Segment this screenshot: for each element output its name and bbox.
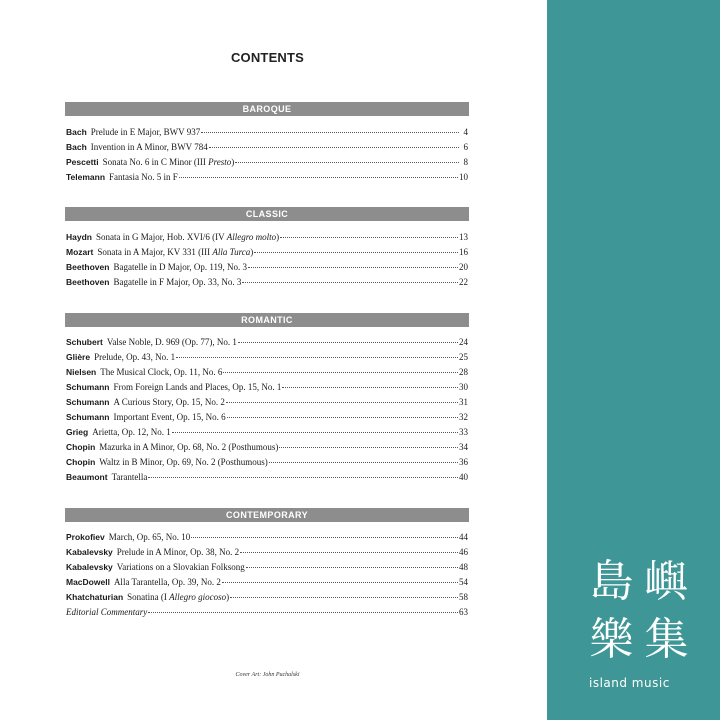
page-number: 10: [459, 172, 468, 182]
cover-credit: Cover Art: John Puchalski: [235, 672, 300, 678]
work-title: Sonata in G Major, Hob. XVI/6 (IV Allegro molto): [95, 232, 280, 242]
dot-leader: [148, 612, 458, 613]
composer-name: Nielsen: [66, 367, 97, 377]
brand-subtitle: island music: [589, 676, 670, 690]
dot-leader: [227, 417, 458, 418]
dot-leader: [238, 342, 458, 343]
page-number: 63: [459, 607, 468, 617]
work-title: Editorial Commentary: [66, 607, 148, 617]
toc-entry: [66, 127, 468, 140]
brand-char: 嶼: [644, 556, 689, 607]
toc-entry: [66, 532, 468, 545]
dot-leader: [172, 432, 458, 433]
composer-name: Grieg: [66, 427, 89, 437]
composer-name: Kabalevsky: [66, 547, 113, 557]
work-title: Variations on a Slovakian Folksong: [116, 562, 245, 572]
dot-leader: [209, 147, 459, 148]
dot-leader: [223, 372, 458, 373]
dot-leader: [179, 177, 458, 178]
page-number: 30: [459, 382, 468, 392]
page-number: 31: [459, 397, 468, 407]
work-title: Bagatelle in D Major, Op. 119, No. 3: [113, 262, 248, 272]
page-number: 25: [459, 352, 468, 362]
dot-leader: [254, 252, 458, 253]
section-header-classic: CLASSIC: [65, 207, 469, 221]
work-title: From Foreign Lands and Places, Op. 15, No. 1: [113, 382, 282, 392]
composer-name: Beaumont: [66, 472, 108, 482]
work-title: March, Op. 65, No. 10: [108, 532, 191, 542]
dot-leader: [226, 402, 458, 403]
section-header-romantic: ROMANTIC: [65, 313, 469, 327]
page-title: CONTENTS: [230, 50, 305, 65]
brand-char: 樂: [589, 614, 634, 665]
work-title: Alla Tarantella, Op. 39, No. 2: [113, 577, 221, 587]
dot-leader: [191, 537, 458, 538]
toc-entry: [66, 562, 468, 575]
toc-entry: [66, 277, 468, 290]
page-number: 44: [459, 532, 468, 542]
toc-entry: [66, 157, 468, 170]
work-title: Waltz in B Minor, Op. 69, No. 2 (Posthumous): [99, 457, 268, 467]
dot-leader: [176, 357, 458, 358]
dot-leader: [230, 597, 458, 598]
page-number: 13: [459, 232, 468, 242]
work-title: Fantasia No. 5 in F: [109, 172, 178, 182]
work-title: A Curious Story, Op. 15, No. 2: [113, 397, 225, 407]
work-title: Mazurka in A Minor, Op. 68, No. 2 (Posthumous): [99, 442, 279, 452]
dot-leader: [148, 477, 458, 478]
dot-leader: [279, 447, 458, 448]
toc-entry: [66, 397, 468, 410]
work-title: Valse Noble, D. 969 (Op. 77), No. 1: [106, 337, 237, 347]
page-number: 4: [463, 127, 468, 137]
brand-char: 島: [589, 556, 634, 607]
composer-name: Khatchaturian: [66, 592, 124, 602]
work-title: Arietta, Op. 12, No. 1: [92, 427, 171, 437]
composer-name: MacDowell: [66, 577, 110, 587]
page-number: 6: [463, 142, 468, 152]
work-title: Prelude in A Minor, Op. 38, No. 2: [116, 547, 240, 557]
page-number: 40: [459, 472, 468, 482]
toc-entry: [66, 367, 468, 380]
page-number: 46: [459, 547, 468, 557]
page-number: 54: [459, 577, 468, 587]
composer-name: Glière: [66, 352, 91, 362]
work-title: Tarantella: [111, 472, 148, 482]
toc-entry-editorial: [66, 607, 468, 620]
work-title: Invention in A Minor, BWV 784: [90, 142, 208, 152]
page-number: 28: [459, 367, 468, 377]
composer-name: Schumann: [66, 382, 110, 392]
toc-entry: [66, 337, 468, 350]
dot-leader: [240, 552, 458, 553]
page-number: 48: [459, 562, 468, 572]
composer-name: Bach: [66, 127, 87, 137]
toc-entry: [66, 577, 468, 590]
composer-name: Beethoven: [66, 262, 110, 272]
page-number: 24: [459, 337, 468, 347]
toc-entry: [66, 472, 468, 485]
dot-leader: [222, 582, 458, 583]
work-title: The Musical Clock, Op. 11, No. 6: [100, 367, 223, 377]
toc-entry: [66, 457, 468, 470]
dot-leader: [201, 132, 459, 133]
work-title: Sonatina (I Allegro giocoso): [127, 592, 230, 602]
section-header-contemporary: CONTEMPORARY: [65, 508, 469, 522]
work-title: Bagatelle in F Major, Op. 33, No. 3: [113, 277, 242, 287]
composer-name: Kabalevsky: [66, 562, 113, 572]
dot-leader: [242, 282, 458, 283]
composer-name: Chopin: [66, 442, 96, 452]
page-number: 58: [459, 592, 468, 602]
toc-entry: [66, 382, 468, 395]
toc-entry: [66, 427, 468, 440]
toc-entry: [66, 262, 468, 275]
composer-name: Telemann: [66, 172, 106, 182]
composer-name: Haydn: [66, 232, 92, 242]
page-number: 33: [459, 427, 468, 437]
page-number: 20: [459, 262, 468, 272]
toc-entry: [66, 172, 468, 185]
dot-leader: [246, 567, 458, 568]
page-number: 16: [459, 247, 468, 257]
toc-entry: [66, 592, 468, 605]
toc-entry: [66, 352, 468, 365]
work-title: Prelude in E Major, BWV 937: [90, 127, 201, 137]
work-title: Important Event, Op. 15, No. 6: [113, 412, 226, 422]
composer-name: Chopin: [66, 457, 96, 467]
toc-entry: [66, 442, 468, 455]
toc-entry: [66, 547, 468, 560]
dot-leader: [235, 162, 459, 163]
work-title: Sonata in A Major, KV 331 (III Alla Turca): [97, 247, 254, 257]
toc-entry: [66, 142, 468, 155]
page-number: 32: [459, 412, 468, 422]
composer-name: Schumann: [66, 397, 110, 407]
brand-logo: [584, 556, 694, 666]
dot-leader: [282, 387, 458, 388]
composer-name: Bach: [66, 142, 87, 152]
composer-name: Pescetti: [66, 157, 99, 167]
page-number: 36: [459, 457, 468, 467]
page-number: 8: [463, 157, 468, 167]
work-title: Prelude, Op. 43, No. 1: [94, 352, 176, 362]
dot-leader: [248, 267, 458, 268]
composer-name: Schubert: [66, 337, 103, 347]
work-title: Sonata No. 6 in C Minor (III Presto): [102, 157, 235, 167]
toc-entry: [66, 412, 468, 425]
page-number: 22: [459, 277, 468, 287]
composer-name: Beethoven: [66, 277, 110, 287]
dot-leader: [269, 462, 458, 463]
composer-name: Schumann: [66, 412, 110, 422]
section-header-baroque: BAROQUE: [65, 102, 469, 116]
composer-name: Prokofiev: [66, 532, 105, 542]
page-number: 34: [459, 442, 468, 452]
toc-entry: [66, 247, 468, 260]
toc-entry: [66, 232, 468, 245]
brand-char: 集: [644, 614, 689, 665]
composer-name: Mozart: [66, 247, 94, 257]
dot-leader: [280, 237, 458, 238]
